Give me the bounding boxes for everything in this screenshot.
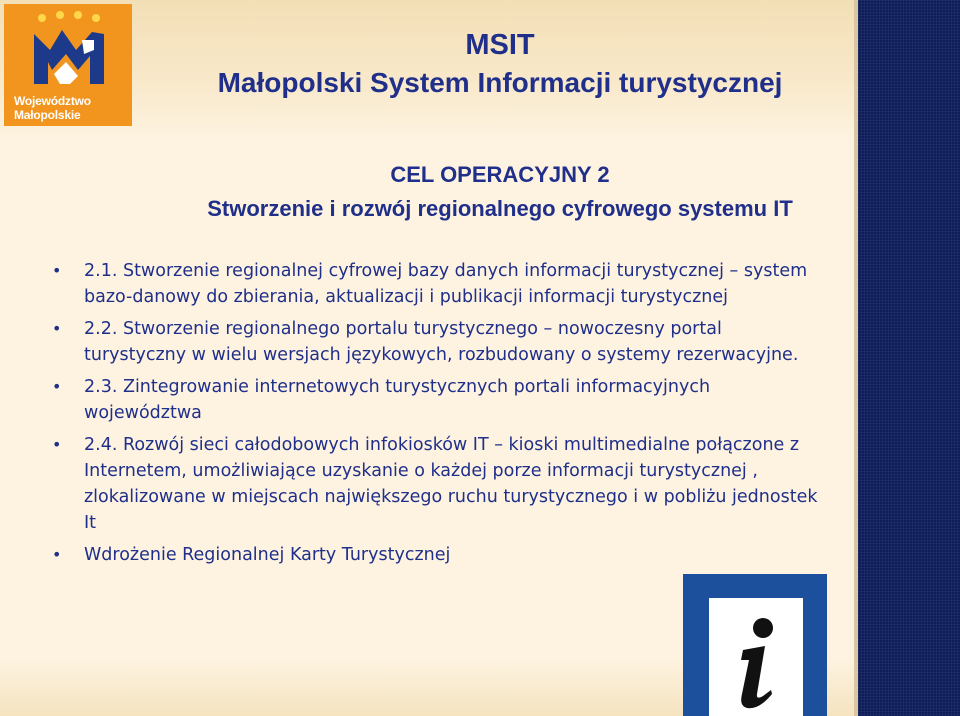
region-logo [4,4,132,126]
list-item [40,374,820,426]
list-item-text: 2.4. Rozwój sieci całodobowych infokiosków IT – kioski multimedialne połączone z Internetem, umożliwiające uzyskanie o każdej porze informacji turystycznej , zlokalizowane w miejscach największego ruchu turystycznego i w pobliżu jednostek It [84,435,818,533]
list-item [40,542,820,568]
list-item [40,316,820,368]
bullet-dot-icon: • [52,319,62,338]
section-subheading: Stworzenie i rozwój regionalnego cyfrowego systemu IT [207,196,793,221]
list-item-text: 2.3. Zintegrowanie internetowych turystycznych portali informacyjnych województwa [84,377,711,423]
bullet-dot-icon: • [52,545,62,564]
info-sign-panel [709,598,803,716]
list-item [40,258,820,310]
logo-label-line1: Województwo [14,94,91,108]
bullet-list [40,258,820,574]
section-heading: CEL OPERACYJNY 2 [390,162,610,187]
info-sign [683,574,827,716]
bullet-dot-icon: • [52,261,62,280]
list-item [40,432,820,536]
list-item-text: 2.1. Stworzenie regionalnej cyfrowej bazy danych informacji turystycznej – system bazo-danowy do zbierania, aktualizacji i publikacji informacji turystycznej [84,261,808,307]
slide-title: MSIT [465,29,535,61]
bullet-dot-icon: • [52,377,62,396]
list-item-text: Wdrożenie Regionalnej Karty Turystycznej [84,545,451,565]
malopolska-crown-emblem-icon [20,10,116,94]
bullet-dot-icon: • [52,435,62,454]
tourist-information-i-icon [709,598,803,716]
slide-subtitle: Małopolski System Informacji turystycznej [217,67,783,98]
list-item-text: 2.2. Stworzenie regionalnego portalu turystycznego – nowoczesny portal turystyczny w wielu wersjach językowych, rozbudowany o systemy rezerwacyjne. [84,319,799,365]
side-navy-bar [858,0,960,716]
logo-label-line2: Małopolskie [14,108,81,122]
